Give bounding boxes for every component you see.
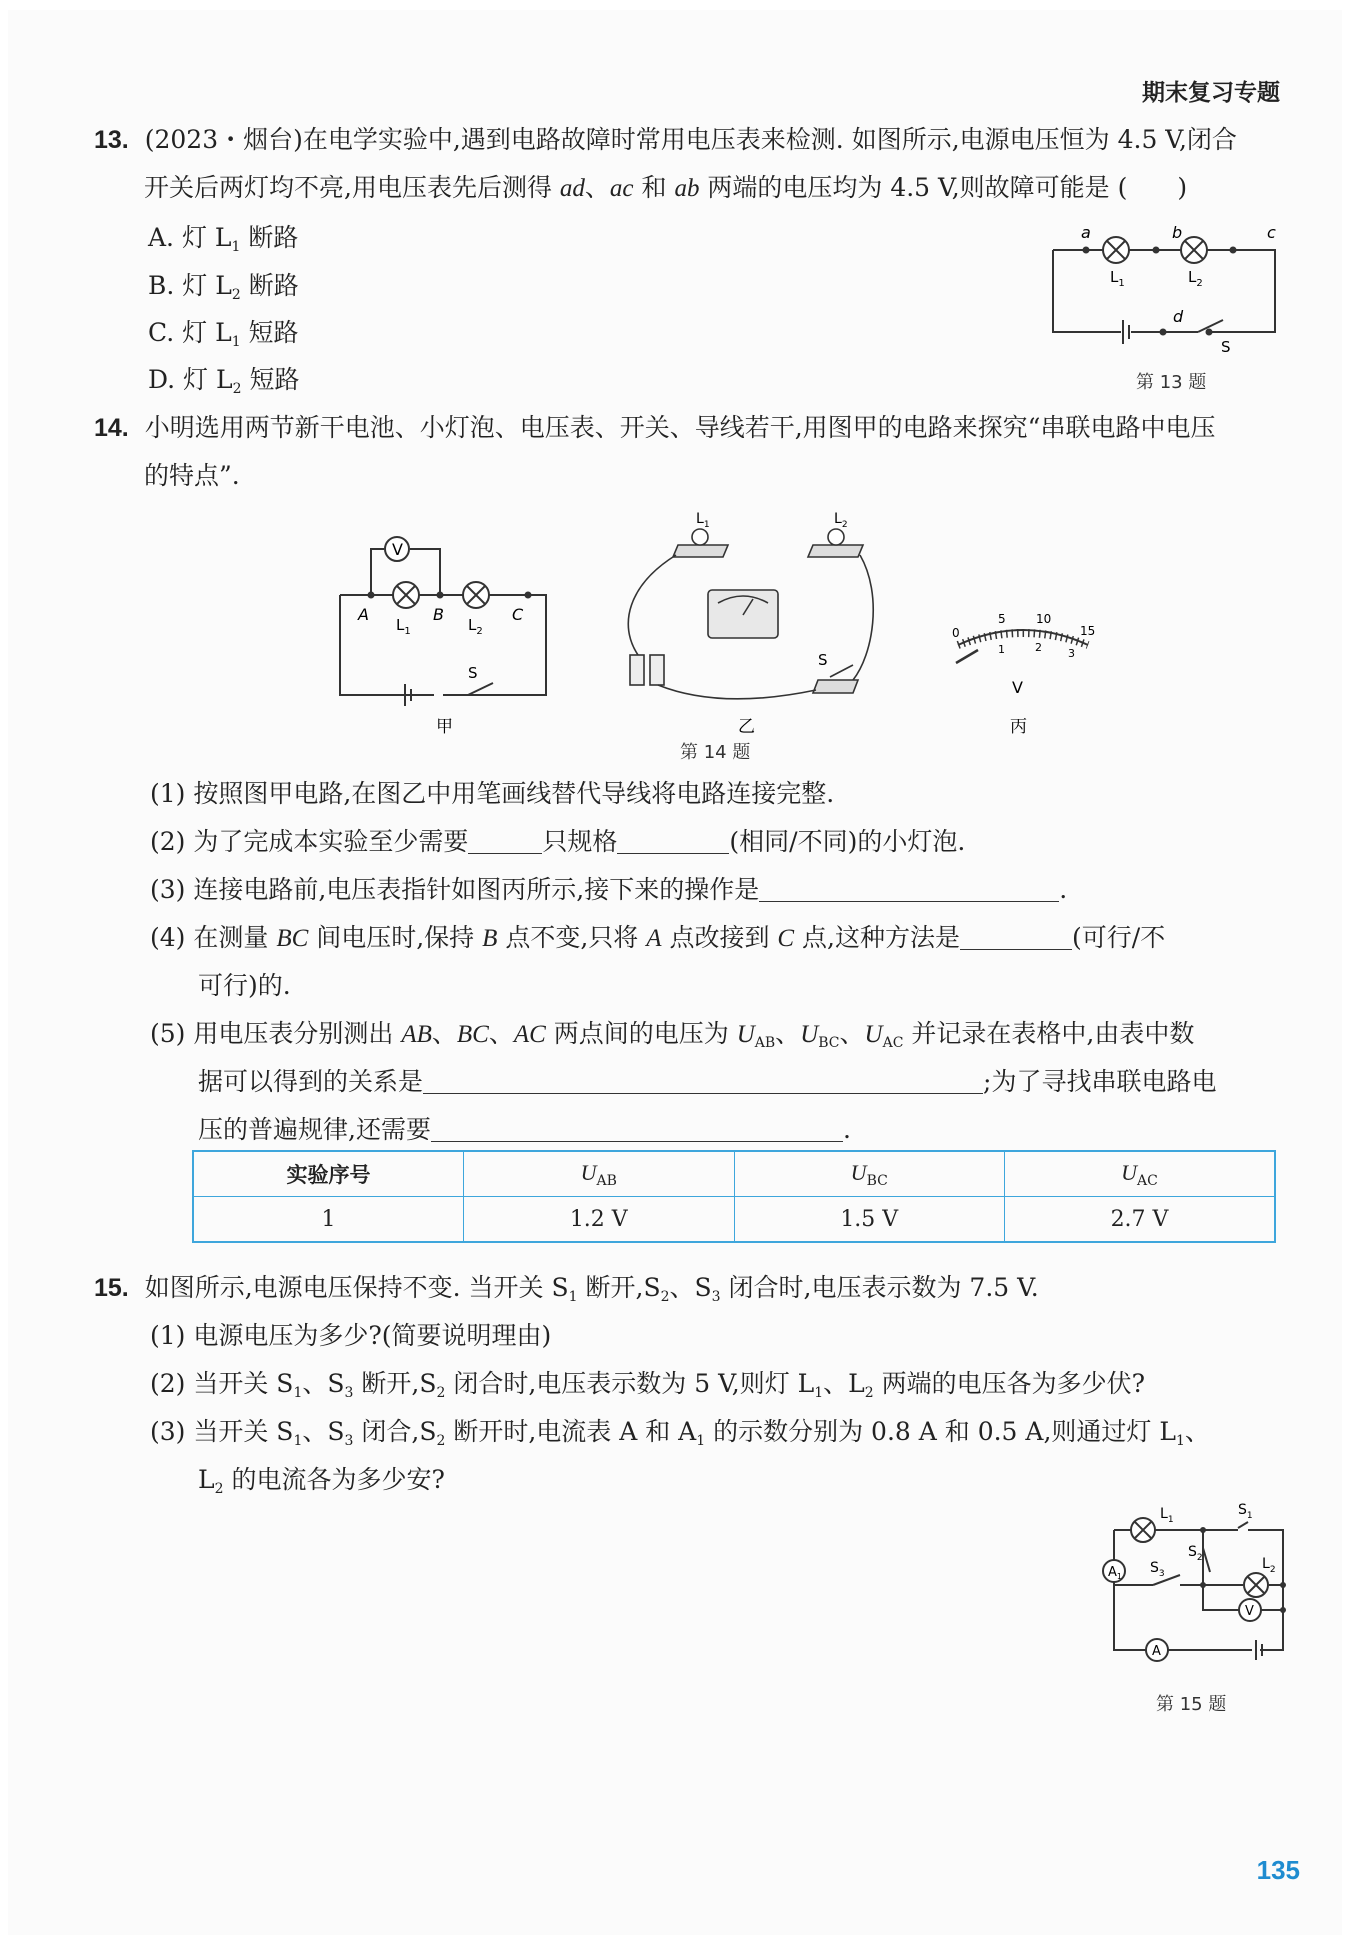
section-header: 期末复习专题 — [1142, 80, 1280, 106]
header-cell-ubc: $U_{BC}$ — [734, 1151, 1005, 1197]
q13-option-b: B. 灯 $L_2$ 断路 — [148, 271, 299, 303]
q14-sub5-line2: 据可以得到的关系是 ;为了寻找串联电路电 — [198, 1067, 1217, 1096]
answer-blank[interactable] — [468, 827, 542, 854]
q14-line1: 14. 小明选用两节新干电池、小灯泡、电压表、开关、导线若干,用图甲的电路来探究“串联电路中电压 — [94, 413, 1216, 442]
q15-sub1: (1) 电源电压为多少?(简要说明理由) — [150, 1321, 552, 1350]
fig-bing-label: 丙 — [1010, 717, 1027, 737]
q15-number: 15. — [94, 1274, 129, 1302]
point-a-label: A — [358, 605, 369, 624]
answer-blank[interactable] — [759, 875, 1059, 902]
answer-blank[interactable] — [423, 1067, 983, 1094]
q14-fig-jia — [328, 520, 558, 740]
node-d-label: d — [1173, 307, 1184, 326]
header-cell-uac: $U_{AC}$ — [1005, 1151, 1276, 1197]
answer-blank[interactable] — [617, 827, 729, 854]
scale-2: 2 — [1035, 641, 1042, 654]
ammeter-a-label: A — [1152, 1644, 1161, 1659]
node-b-label: b — [1172, 223, 1183, 242]
q14-sub5: (5) 用电压表分别测出 AB、BC、AC 两点间的电压为 $U_{AB}$、$U_{BC}$、$U_{AC}$ 并记录在表格中,由表中数 — [150, 1019, 1195, 1051]
scale-1: 1 — [998, 643, 1005, 656]
table-cell: 1 — [193, 1197, 464, 1243]
switch-s2-label: $S_2$ — [1188, 1544, 1203, 1563]
switch-s1-label: $S_1$ — [1238, 1502, 1253, 1521]
q14-caption: 第 14 题 — [680, 742, 751, 763]
q15-circuit-diagram — [1088, 1490, 1298, 1680]
header-cell-uab: $U_{AB}$ — [464, 1151, 735, 1197]
fig-jia-label: 甲 — [436, 717, 453, 737]
lamp-l2-label: $L_2$ — [1188, 268, 1203, 289]
q15-caption: 第 15 题 — [1156, 1694, 1227, 1715]
lamp-l1-label: $L_1$ — [396, 616, 411, 637]
q14-sub4-cont: 可行)的. — [198, 971, 291, 1000]
switch-s-label: S — [818, 651, 828, 669]
q13-circuit-diagram — [1043, 220, 1293, 355]
switch-s-label: S — [468, 664, 478, 682]
q15-line1: 15. 如图所示,电源电压保持不变. 当开关 $S_1$ 断开$,S_2$、$S_3$ 闭合时,电压表示数为 7.5 V. — [94, 1273, 1039, 1305]
answer-blank[interactable] — [960, 923, 1072, 950]
workbook-page — [8, 10, 1342, 1935]
scale-3: 3 — [1068, 647, 1075, 660]
table-cell: 1.5 V — [734, 1197, 1005, 1243]
fig-yi-label: 乙 — [738, 717, 755, 737]
scale-5: 5 — [998, 612, 1006, 626]
lamp-l2-label: $L_2$ — [1262, 1556, 1276, 1575]
q14-sub4: (4) 在测量 BC 间电压时,保持 B 点不变,只将 A 点改接到 C 点,这种方法是 (可行/不 — [150, 923, 1166, 952]
switch-s-label: S — [1221, 338, 1231, 355]
table-cell: 2.7 V — [1005, 1197, 1276, 1243]
table-header-row — [193, 1151, 1275, 1197]
page-number: 135 — [1256, 1855, 1300, 1885]
lamp-l1-label: $L_1$ — [1110, 268, 1125, 289]
q14-fig-yi — [608, 505, 878, 740]
lamp-l2-label: $L_2$ — [834, 511, 848, 530]
lamp-l1-label: $L_1$ — [1160, 1506, 1174, 1525]
q14-line2: 的特点”. — [144, 461, 240, 490]
scale-15: 15 — [1080, 624, 1096, 638]
q14-fig-bing — [938, 605, 1108, 740]
table-cell: 1.2 V — [464, 1197, 735, 1243]
scale-0: 0 — [952, 626, 960, 640]
voltmeter-v-label: V — [392, 540, 403, 559]
meter-v-label: V — [1012, 678, 1023, 697]
q13-number: 13. — [94, 126, 129, 154]
lamp-l2-label: $L_2$ — [468, 616, 483, 637]
header-cell-index: 实验序号 — [193, 1151, 464, 1197]
point-b-label: B — [433, 605, 444, 624]
q14-sub3: (3) 连接电路前,电压表指针如图丙所示,接下来的操作是 . — [150, 875, 1068, 904]
q14-data-table — [192, 1150, 1276, 1243]
node-c-label: c — [1267, 223, 1276, 242]
q13-line2: 开关后两灯均不亮,用电压表先后测得 ad、ac 和 ab 两端的电压均为 4.5 V,则故障可能是 ( ) — [144, 173, 1188, 202]
q14-number: 14. — [94, 414, 129, 442]
q13-line1: 13. (2023・烟台)在电学实验中,遇到电路故障时常用电压表来检测. 如图所示,电源电压恒为 4.5 V,闭合 — [94, 125, 1237, 154]
q14-sub5-line3: 压的普遍规律,还需要 . — [198, 1115, 851, 1144]
q15-sub3-cont: $L_2$ 的电流各为多少安? — [198, 1465, 445, 1497]
voltmeter-v-label: V — [1245, 1604, 1254, 1619]
q14-sub1: (1) 按照图甲电路,在图乙中用笔画线替代导线将电路连接完整. — [150, 779, 835, 808]
ammeter-a1-label: $A_1$ — [1108, 1565, 1122, 1581]
scale-10: 10 — [1036, 612, 1052, 626]
q15-sub2: (2) 当开关 $S_1$、$S_3$ 断开$,S_2$ 闭合时,电压表示数为 5 V,则灯 $L_1$、$L_2$ 两端的电压各为多少伏? — [150, 1369, 1146, 1401]
q15-sub3: (3) 当开关 $S_1$、$S_3$ 闭合$,S_2$ 断开时,电流表 A 和 $A_1$ 的示数分别为 0.8 A 和 0.5 A,则通过灯 $L_1$、 — [150, 1417, 1210, 1449]
lamp-l1-label: $L_1$ — [696, 511, 710, 530]
answer-blank[interactable] — [431, 1115, 843, 1142]
q13-option-d: D. 灯 $L_2$ 短路 — [148, 365, 300, 397]
switch-s3-label: $S_3$ — [1150, 1560, 1165, 1579]
point-c-label: C — [512, 605, 524, 624]
q13-caption: 第 13 题 — [1136, 372, 1207, 393]
node-a-label: a — [1081, 223, 1091, 242]
table-row — [193, 1197, 1275, 1243]
q14-sub2: (2) 为了完成本实验至少需要 只规格 (相同/不同)的小灯泡. — [150, 827, 966, 856]
q13-option-c: C. 灯 $L_1$ 短路 — [148, 318, 299, 350]
q13-option-a: A. 灯 $L_1$ 断路 — [148, 223, 299, 255]
